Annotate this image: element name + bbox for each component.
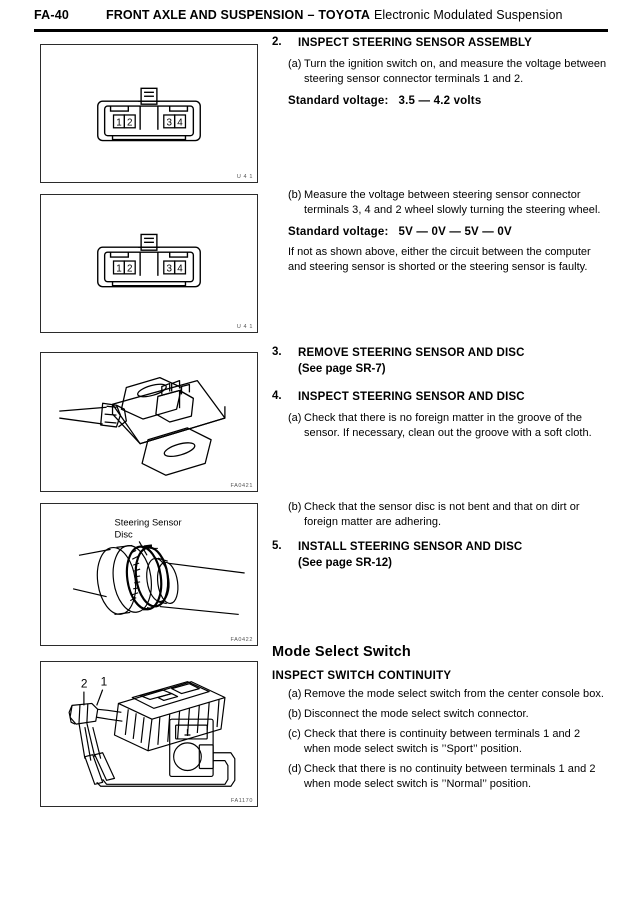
disc-label-line1: Steering Sensor xyxy=(114,517,182,528)
step-2-number: 2. xyxy=(272,36,282,48)
step-4-number: 4. xyxy=(272,390,282,402)
terminal-box-3 xyxy=(164,115,175,128)
figure-caption: U 4 1 xyxy=(236,174,253,180)
connector-diagram-2 xyxy=(41,195,257,332)
mode-select-item-b xyxy=(272,707,608,722)
figure-caption: FA1170 xyxy=(230,798,253,804)
figure-mode-select-switch-test xyxy=(40,661,258,807)
terminal-box-4 xyxy=(175,115,186,128)
mode-select-item-a xyxy=(272,687,608,702)
figure-steering-sensor-assembly xyxy=(40,352,258,492)
step-2b-text: Measure the voltage between steering sensor connector terminals 3, 4 and 2 wheel slowly turning the steering wheel. xyxy=(304,189,601,216)
svg-text:2: 2 xyxy=(127,117,133,129)
terminal-box-1 xyxy=(114,115,125,128)
sensor-assembly-diagram xyxy=(41,353,257,491)
page-number: FA-40 xyxy=(34,8,70,22)
svg-text:2: 2 xyxy=(127,263,133,275)
step-5-heading xyxy=(272,540,608,556)
step-4b xyxy=(272,500,608,530)
step-5-number: 5. xyxy=(272,540,282,552)
steering-sensor-disc-diagram xyxy=(41,504,257,645)
figure-caption: U 4 1 xyxy=(236,324,253,330)
page-header xyxy=(34,8,608,30)
step-4-title: INSPECT STEERING SENSOR AND DISC xyxy=(298,391,525,403)
step-3 xyxy=(272,346,608,377)
figure-caption: FA0421 xyxy=(230,483,253,489)
svg-text:1: 1 xyxy=(116,117,122,129)
svg-text:4: 4 xyxy=(177,263,183,275)
step-2a-text: Turn the ignition switch on, and measure the voltage between steering sensor connector terminals 1 and 2. xyxy=(304,57,607,85)
step-4b-row xyxy=(272,500,608,530)
figure-steering-sensor-connector-1 xyxy=(40,44,258,183)
mode-select-item-b-marker: (b) xyxy=(288,708,302,720)
mode-select-item-d xyxy=(272,762,608,792)
step-2-spec-label: Standard voltage: xyxy=(288,94,389,107)
step-4a-marker: (a) xyxy=(288,411,302,424)
step-2b-note: If not as shown above, either the circuit between the computer and steering sensor is shorted or the steering sensor is faulty. xyxy=(288,246,591,273)
step-4b-text: Check that the sensor disc is not bent and that on dirt or foreign matter are adhering. xyxy=(304,501,580,528)
mode-select-switch-section xyxy=(272,644,608,792)
step-2-heading xyxy=(272,36,608,52)
step-2b-marker: (b) xyxy=(288,189,302,201)
mode-select-sub-heading: INSPECT SWITCH CONTINUITY xyxy=(272,670,452,682)
mode-select-switch-diagram xyxy=(41,662,257,806)
step-3-title: REMOVE STEERING SENSOR AND DISC xyxy=(298,347,525,359)
step-2a-marker: (a) xyxy=(288,57,302,70)
step-2 xyxy=(272,36,608,107)
terminal-box-1 xyxy=(114,261,125,274)
step-4a xyxy=(272,411,608,441)
step-4b-marker: (b) xyxy=(288,501,302,513)
step-4 xyxy=(272,390,608,441)
svg-text:4: 4 xyxy=(177,117,183,129)
lead-label-2: 2 xyxy=(80,676,88,691)
mode-select-item-c-marker: (c) xyxy=(288,728,301,740)
terminal-box-3 xyxy=(164,261,175,274)
step-2a xyxy=(272,57,608,87)
header-section-title: FRONT AXLE AND SUSPENSION xyxy=(106,8,304,22)
step-4a-text: Check that there is no foreign matter in the groove of the sensor. If necessary, clean out the groove with a soft cloth. xyxy=(304,411,592,439)
step-5-subtitle: (See page SR-12) xyxy=(298,556,392,569)
step-2b xyxy=(272,188,608,275)
step-2-spec-value: 3.5 — 4.2 volts xyxy=(398,94,482,107)
connector-diagram-1 xyxy=(41,45,257,182)
figure-caption: FA0422 xyxy=(230,637,253,643)
mode-select-item-a-text: Remove the mode select switch from the center console box. xyxy=(304,688,605,700)
svg-text:3: 3 xyxy=(166,117,172,129)
header-divider-rule xyxy=(34,29,608,32)
step-5 xyxy=(272,540,608,571)
step-3-number: 3. xyxy=(272,346,282,358)
step-2b-standard-voltage xyxy=(272,226,608,238)
disc-label-line2: Disc xyxy=(114,529,133,540)
terminal-box-2 xyxy=(124,261,135,274)
mode-select-item-d-marker: (d) xyxy=(288,763,302,775)
mode-select-item-a-marker: (a) xyxy=(288,688,302,700)
svg-text:1: 1 xyxy=(116,263,122,275)
step-2-title: INSPECT STEERING SENSOR ASSEMBLY xyxy=(298,37,532,49)
figure-steering-sensor-connector-2 xyxy=(40,194,258,333)
header-separator: – xyxy=(307,8,315,22)
step-2-standard-voltage xyxy=(272,95,608,107)
header-brand: TOYOTA xyxy=(318,8,370,22)
terminal-box-2 xyxy=(124,115,135,128)
step-3-heading xyxy=(272,346,608,362)
header-brand-subtitle: Electronic Modulated Suspension xyxy=(373,8,563,22)
figure-steering-sensor-disc xyxy=(40,503,258,646)
terminal-box-4 xyxy=(175,261,186,274)
step-5-title: INSTALL STEERING SENSOR AND DISC xyxy=(298,541,523,553)
step-2b-row xyxy=(272,188,608,218)
step-2b-spec-value: 5V — 0V — 5V — 0V xyxy=(398,226,512,238)
mode-select-item-b-text: Disconnect the mode select switch connector. xyxy=(304,708,529,720)
mode-select-item-d-text: Check that there is no continuity between terminals 1 and 2 when mode select switch is ’’Normal’’ position. xyxy=(304,763,596,790)
mode-select-heading: Mode Select Switch xyxy=(272,644,411,660)
mode-select-item-c-text: Check that there is continuity between terminals 1 and 2 when mode select switch is ’’Sport’’ position. xyxy=(304,728,581,755)
mode-select-item-c xyxy=(272,727,608,757)
step-4-heading xyxy=(272,390,608,406)
lead-label-1: 1 xyxy=(100,674,108,689)
step-2b-spec-label: Standard voltage: xyxy=(288,226,389,238)
svg-text:3: 3 xyxy=(166,263,172,275)
step-3-subtitle: (See page SR-7) xyxy=(298,362,386,375)
